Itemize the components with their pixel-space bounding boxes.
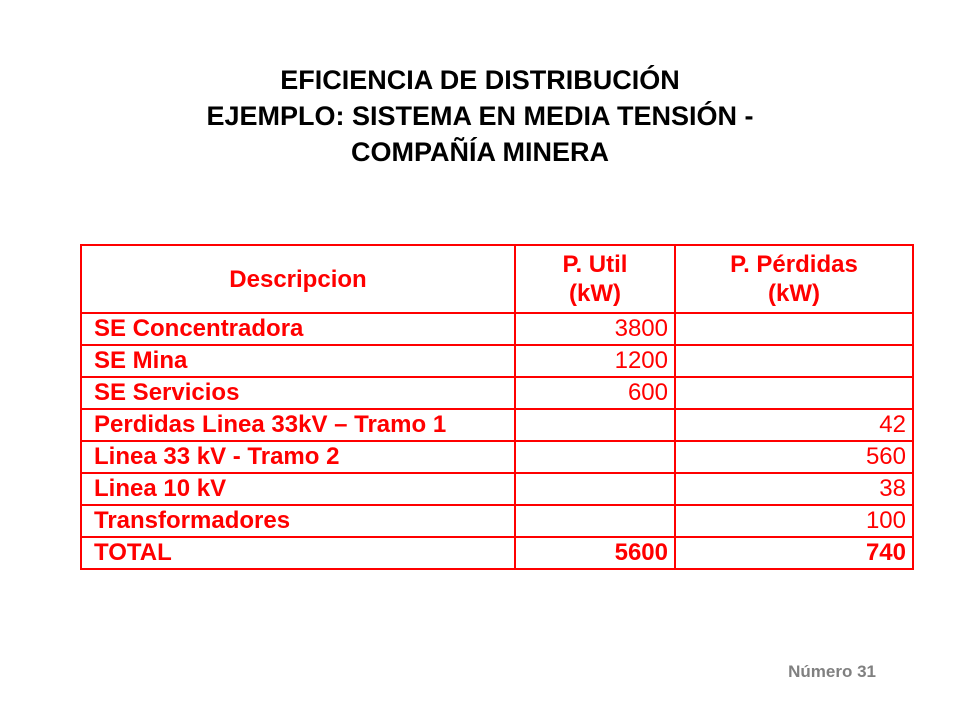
table-total-row bbox=[81, 537, 913, 569]
row-descripcion: SE Mina bbox=[81, 345, 515, 377]
header-descripcion: Descripcion bbox=[81, 245, 515, 313]
row-p-util bbox=[515, 505, 675, 537]
header-p-perdidas-label: P. Pérdidas bbox=[730, 251, 858, 278]
title-line-2: EJEMPLO: SISTEMA EN MEDIA TENSIÓN - bbox=[206, 101, 754, 131]
table-row bbox=[81, 441, 913, 473]
row-p-perdidas bbox=[675, 377, 913, 409]
header-p-perdidas-unit: (kW) bbox=[768, 280, 820, 307]
page-number: Número 31 bbox=[788, 662, 876, 681]
header-p-util bbox=[515, 245, 675, 313]
title-line-1: EFICIENCIA DE DISTRIBUCIÓN bbox=[280, 65, 680, 95]
header-p-util-label: P. Util bbox=[562, 251, 628, 278]
table-row bbox=[81, 505, 913, 537]
table-row bbox=[81, 345, 913, 377]
row-p-perdidas: 38 bbox=[675, 473, 913, 505]
row-descripcion: Linea 33 kV - Tramo 2 bbox=[81, 441, 515, 473]
table-header-row bbox=[81, 245, 913, 313]
row-p-util: 600 bbox=[515, 377, 675, 409]
table-row bbox=[81, 473, 913, 505]
row-p-util bbox=[515, 409, 675, 441]
row-p-util bbox=[515, 473, 675, 505]
row-descripcion: Perdidas Linea 33kV – Tramo 1 bbox=[81, 409, 515, 441]
row-p-util: 1200 bbox=[515, 345, 675, 377]
row-descripcion: Linea 10 kV bbox=[81, 473, 515, 505]
row-p-perdidas bbox=[675, 313, 913, 345]
row-p-perdidas: 100 bbox=[675, 505, 913, 537]
total-p-perdidas: 740 bbox=[675, 537, 913, 569]
table-row bbox=[81, 377, 913, 409]
row-p-util: 3800 bbox=[515, 313, 675, 345]
total-p-util: 5600 bbox=[515, 537, 675, 569]
row-descripcion: SE Concentradora bbox=[81, 313, 515, 345]
slide-title bbox=[0, 62, 960, 170]
table-row bbox=[81, 409, 913, 441]
header-p-perdidas bbox=[675, 245, 913, 313]
row-p-util bbox=[515, 441, 675, 473]
row-p-perdidas bbox=[675, 345, 913, 377]
row-p-perdidas: 42 bbox=[675, 409, 913, 441]
row-descripcion: Transformadores bbox=[81, 505, 515, 537]
total-label: TOTAL bbox=[81, 537, 515, 569]
header-p-util-unit: (kW) bbox=[569, 280, 621, 307]
row-descripcion: SE Servicios bbox=[81, 377, 515, 409]
row-p-perdidas: 560 bbox=[675, 441, 913, 473]
title-line-3: COMPAÑÍA MINERA bbox=[351, 137, 609, 167]
efficiency-table bbox=[80, 244, 914, 570]
table-row bbox=[81, 313, 913, 345]
